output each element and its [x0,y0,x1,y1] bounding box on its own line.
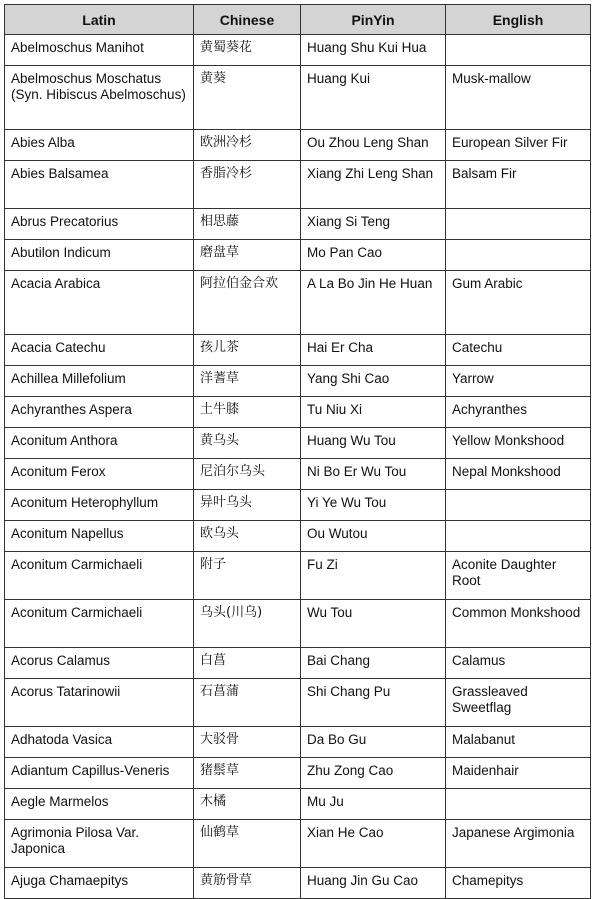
table-row [5,271,591,335]
english-cell: Achyranthes [446,397,591,428]
pinyin-cell: Ou Wutou [301,521,446,552]
table-row [5,521,591,552]
chinese-cell: 磨盘草 [194,240,301,271]
chinese-cell: 乌头(川乌) [194,600,301,648]
pinyin-cell: Ou Zhou Leng Shan [301,130,446,161]
chinese-cell: 黄蜀葵花 [194,35,301,66]
english-cell: Gum Arabic [446,271,591,335]
latin-cell: Acorus Tatarinowii [5,679,194,727]
chinese-cell: 木橘 [194,789,301,820]
latin-cell: Aegle Marmelos [5,789,194,820]
table-row [5,130,591,161]
chinese-cell: 香脂冷杉 [194,161,301,209]
table-row [5,161,591,209]
pinyin-cell: Wu Tou [301,600,446,648]
pinyin-cell: Mo Pan Cao [301,240,446,271]
latin-cell: Agrimonia Pilosa Var. Japonica [5,820,194,868]
english-cell: European Silver Fir [446,130,591,161]
pinyin-cell: Huang Shu Kui Hua [301,35,446,66]
english-cell: Chamepitys [446,868,591,899]
latin-cell: Abutilon Indicum [5,240,194,271]
pinyin-cell: Xiang Zhi Leng Shan [301,161,446,209]
english-cell: Yellow Monkshood [446,428,591,459]
pinyin-cell: Ni Bo Er Wu Tou [301,459,446,490]
table-row [5,727,591,758]
english-cell: Malabanut [446,727,591,758]
table-row [5,335,591,366]
table-row [5,35,591,66]
pinyin-cell: Xiang Si Teng [301,209,446,240]
english-cell: Nepal Monkshood [446,459,591,490]
table-row [5,490,591,521]
english-cell [446,490,591,521]
table-row [5,66,591,130]
table-row [5,240,591,271]
latin-cell: Aconitum Ferox [5,459,194,490]
table-row [5,679,591,727]
table-row [5,209,591,240]
english-cell [446,240,591,271]
table-row [5,868,591,899]
table-row [5,648,591,679]
chinese-cell: 猪鬃草 [194,758,301,789]
english-cell: Maidenhair [446,758,591,789]
english-cell [446,521,591,552]
chinese-cell: 相思藤 [194,209,301,240]
latin-cell: Adhatoda Vasica [5,727,194,758]
chinese-cell: 异叶乌头 [194,490,301,521]
pinyin-cell: Huang Wu Tou [301,428,446,459]
table-row [5,600,591,648]
chinese-cell: 附子 [194,552,301,600]
latin-cell: Aconitum Carmichaeli [5,600,194,648]
latin-cell: Abelmoschus Moschatus (Syn. Hibiscus Abelmoschus) [5,66,194,130]
table-row [5,397,591,428]
pinyin-cell: Yang Shi Cao [301,366,446,397]
pinyin-cell: Zhu Zong Cao [301,758,446,789]
table-row [5,789,591,820]
table-row [5,459,591,490]
table-row [5,758,591,789]
chinese-cell: 欧洲冷杉 [194,130,301,161]
header-row [5,5,591,35]
pinyin-cell: Tu Niu Xi [301,397,446,428]
english-cell [446,209,591,240]
english-cell: Japanese Argimonia [446,820,591,868]
pinyin-cell: Shi Chang Pu [301,679,446,727]
chinese-cell: 洋蓍草 [194,366,301,397]
latin-cell: Aconitum Carmichaeli [5,552,194,600]
latin-cell: Aconitum Anthora [5,428,194,459]
latin-cell: Acacia Arabica [5,271,194,335]
english-cell [446,35,591,66]
herb-names-table [4,4,591,899]
latin-cell: Acacia Catechu [5,335,194,366]
english-cell: Grassleaved Sweetflag [446,679,591,727]
pinyin-cell: Huang Jin Gu Cao [301,868,446,899]
chinese-cell: 石菖蒲 [194,679,301,727]
latin-cell: Achyranthes Aspera [5,397,194,428]
pinyin-cell: Da Bo Gu [301,727,446,758]
pinyin-cell: Xian He Cao [301,820,446,868]
pinyin-cell: Huang Kui [301,66,446,130]
column-header-latin: Latin [5,5,194,35]
column-header-chinese: Chinese [194,5,301,35]
chinese-cell: 土牛膝 [194,397,301,428]
chinese-cell: 白菖 [194,648,301,679]
english-cell: Common Monkshood [446,600,591,648]
chinese-cell: 阿拉伯金合欢 [194,271,301,335]
english-cell [446,789,591,820]
latin-cell: Abies Alba [5,130,194,161]
english-cell: Yarrow [446,366,591,397]
pinyin-cell: Yi Ye Wu Tou [301,490,446,521]
english-cell: Musk-mallow [446,66,591,130]
pinyin-cell: A La Bo Jin He Huan [301,271,446,335]
pinyin-cell: Fu Zi [301,552,446,600]
table-row [5,366,591,397]
latin-cell: Abelmoschus Manihot [5,35,194,66]
chinese-cell: 尼泊尔乌头 [194,459,301,490]
chinese-cell: 孩儿茶 [194,335,301,366]
table-row [5,552,591,600]
latin-cell: Achillea Millefolium [5,366,194,397]
english-cell: Balsam Fir [446,161,591,209]
table-row [5,428,591,459]
english-cell: Catechu [446,335,591,366]
chinese-cell: 黄葵 [194,66,301,130]
pinyin-cell: Mu Ju [301,789,446,820]
chinese-cell: 黄乌头 [194,428,301,459]
chinese-cell: 欧乌头 [194,521,301,552]
chinese-cell: 仙鹤草 [194,820,301,868]
latin-cell: Abrus Precatorius [5,209,194,240]
latin-cell: Aconitum Heterophyllum [5,490,194,521]
english-cell: Calamus [446,648,591,679]
latin-cell: Abies Balsamea [5,161,194,209]
latin-cell: Aconitum Napellus [5,521,194,552]
column-header-english: English [446,5,591,35]
table-row [5,820,591,868]
pinyin-cell: Bai Chang [301,648,446,679]
chinese-cell: 黄筋骨草 [194,868,301,899]
latin-cell: Ajuga Chamaepitys [5,868,194,899]
column-header-pinyin: PinYin [301,5,446,35]
latin-cell: Acorus Calamus [5,648,194,679]
chinese-cell: 大驳骨 [194,727,301,758]
latin-cell: Adiantum Capillus-Veneris [5,758,194,789]
pinyin-cell: Hai Er Cha [301,335,446,366]
english-cell: Aconite Daughter Root [446,552,591,600]
